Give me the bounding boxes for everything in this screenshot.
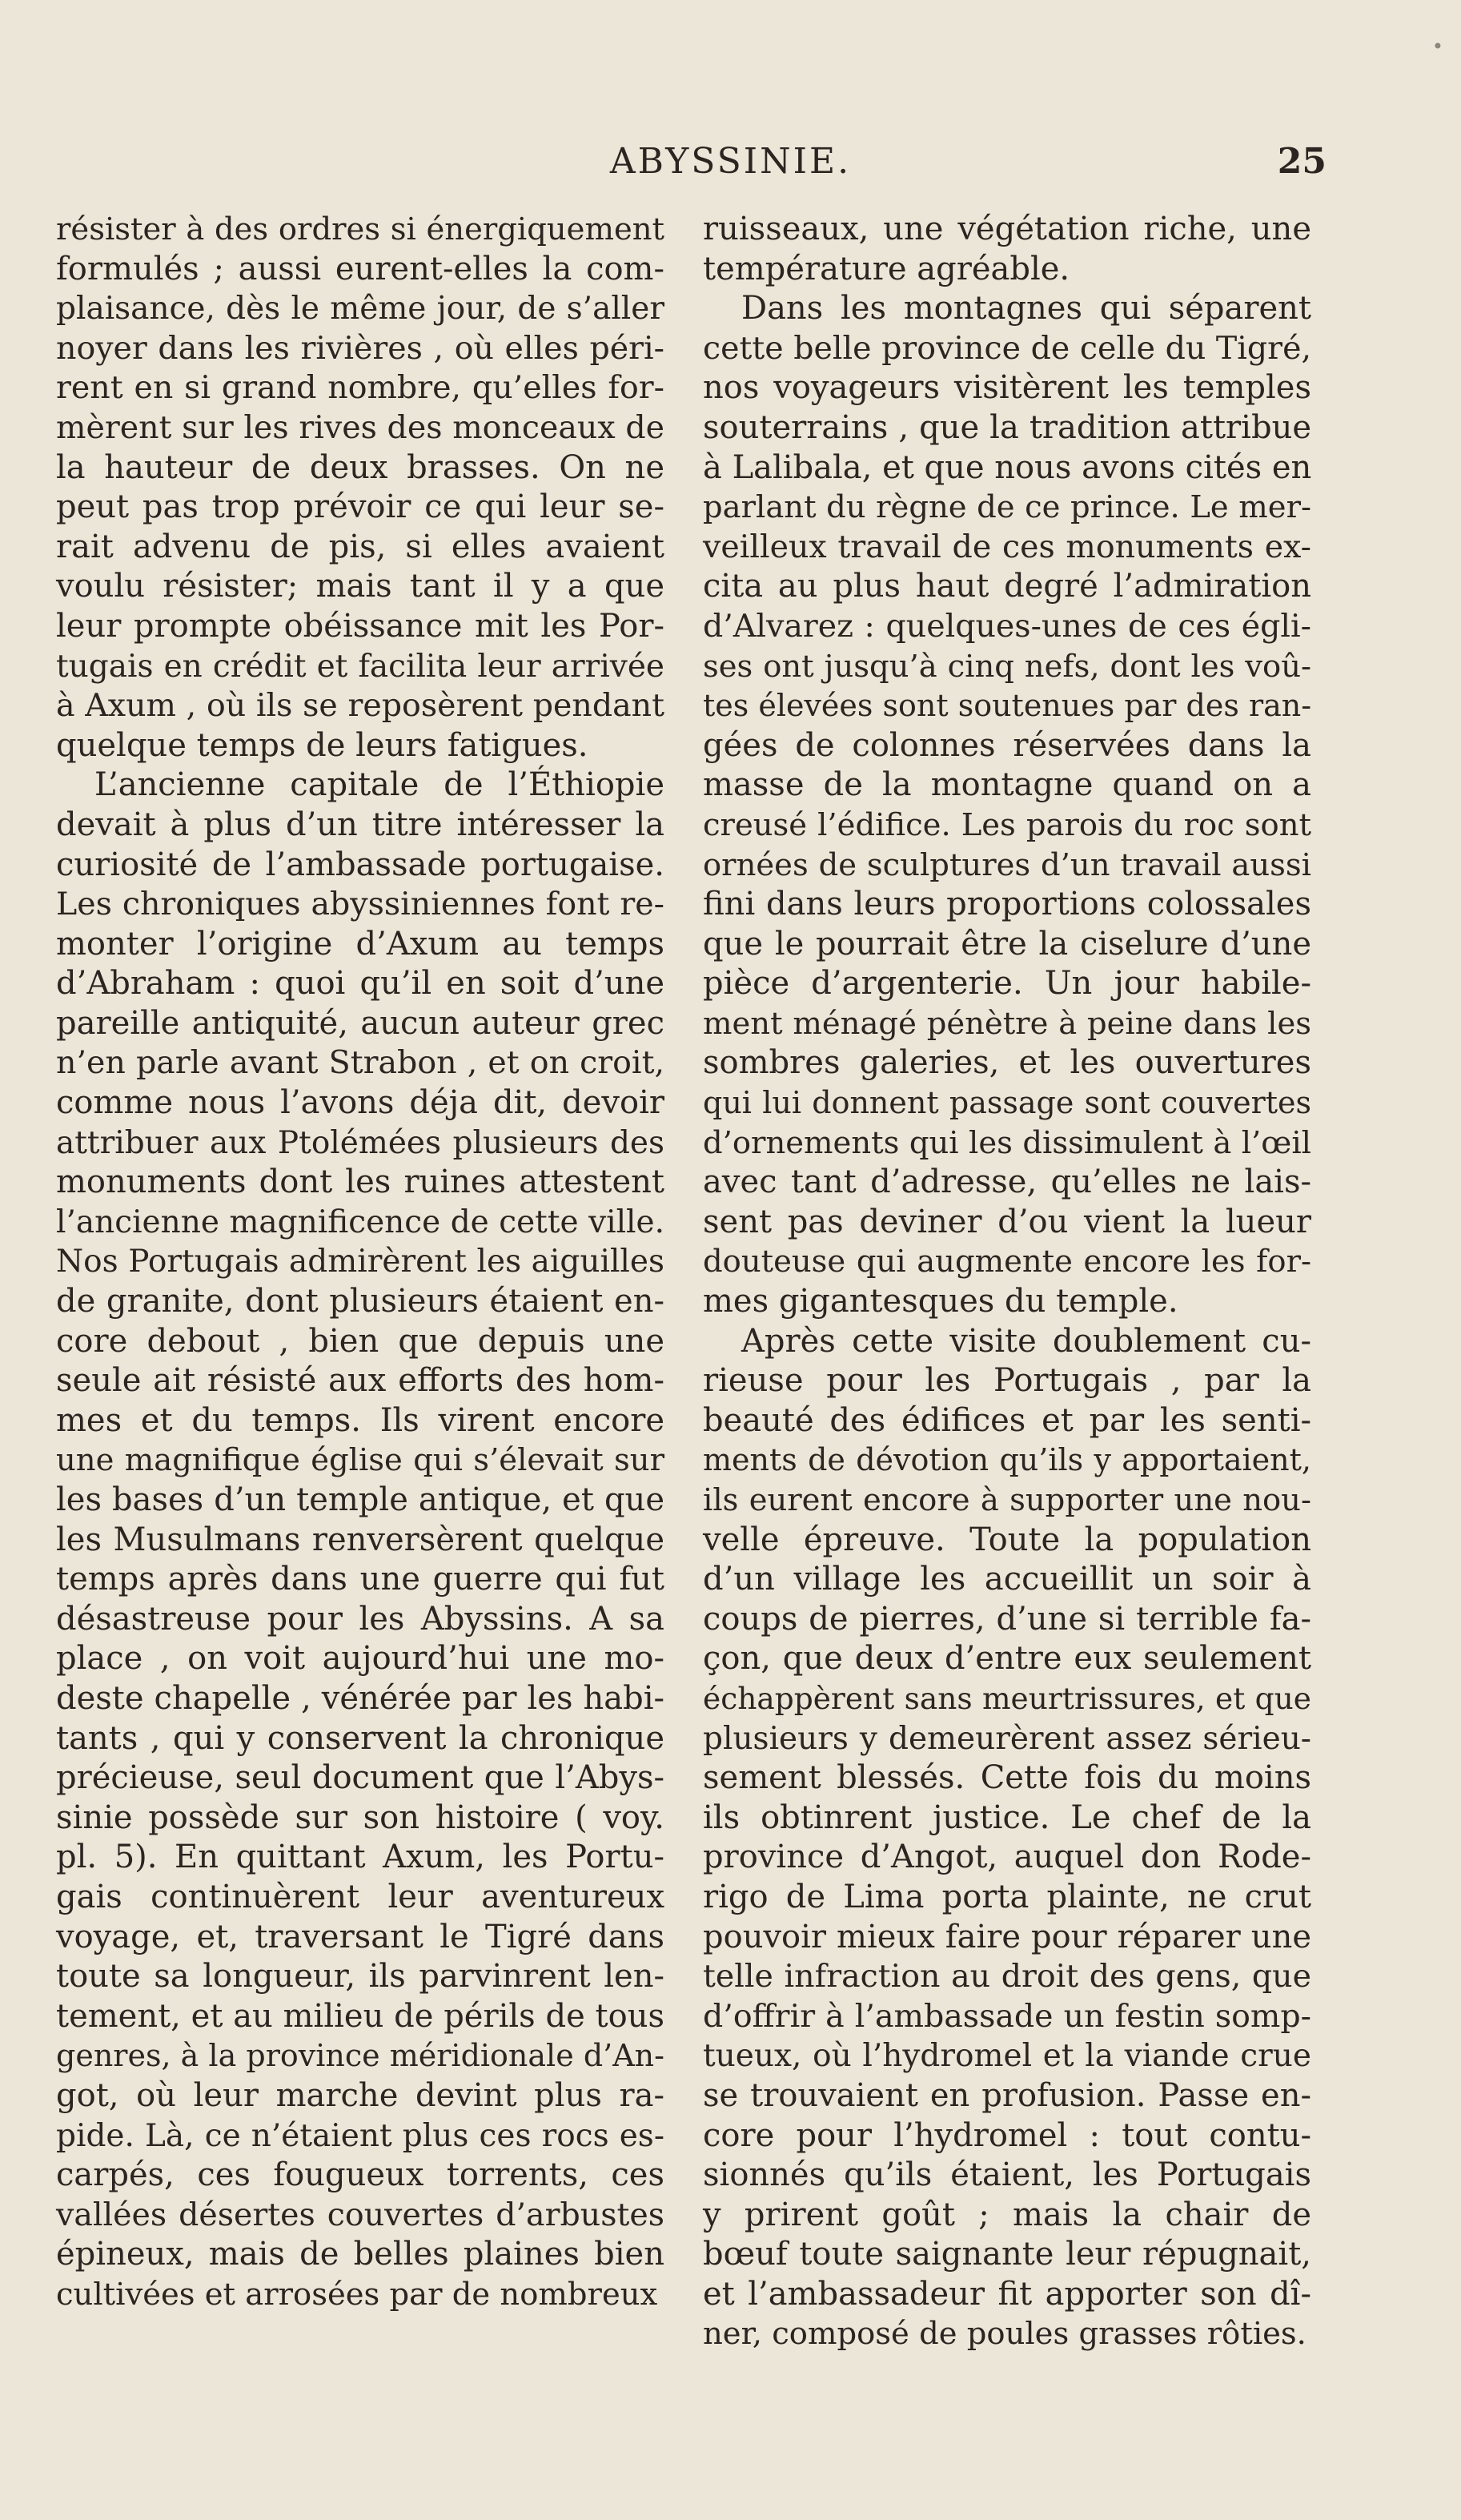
text-line: çon, que deux d’entre eux seulement bbox=[703, 1640, 1311, 1678]
text-line: vallées désertes couvertes d’arbustes bbox=[56, 2196, 664, 2233]
text-line: les bases d’un temple antique, et que bbox=[56, 1481, 664, 1518]
text-line: ornées de sculptures d’un travail aussi bbox=[703, 846, 1311, 883]
text-line: se trouvaient en profusion. Passe en- bbox=[703, 2076, 1311, 2114]
text-line: d’Alvarez : quelques-unes de ces égli- bbox=[703, 607, 1311, 645]
text-line: pouvoir mieux faire pour réparer une bbox=[703, 1918, 1311, 1955]
text-line: ment ménagé pénètre à peine dans les bbox=[703, 1005, 1311, 1042]
text-line: Les chroniques abyssiniennes font re- bbox=[56, 886, 664, 923]
text-line: tueux, où l’hydromel et la viande crue bbox=[703, 2038, 1311, 2075]
text-line: cultivées et arrosées par de nombreux bbox=[56, 2276, 658, 2313]
text-line: gées de colonnes réservées dans la bbox=[703, 726, 1311, 764]
text-line: temps après dans une guerre qui fut bbox=[56, 1561, 664, 1598]
text-line: rieuse pour les Portugais , par la bbox=[703, 1362, 1311, 1400]
text-line: bœuf toute saignante leur répugnait, bbox=[703, 2236, 1311, 2273]
text-line: fini dans leurs proportions colossales bbox=[703, 886, 1311, 923]
text-line: tement, et au milieu de périls de tous bbox=[56, 1997, 664, 2035]
text-line: n’en parle avant Strabon , et on croit, bbox=[56, 1044, 664, 1082]
text-line: douteuse qui augmente encore les for- bbox=[703, 1244, 1311, 1280]
text-line: gais continuèrent leur aventureux bbox=[56, 1878, 664, 1915]
scan-speck: • bbox=[1431, 35, 1443, 58]
text-line: précieuse, seul document que l’Abys- bbox=[56, 1759, 664, 1797]
text-line: deste chapelle , vénérée par les habi- bbox=[56, 1679, 664, 1717]
text-line: beauté des édifices et par les senti- bbox=[703, 1401, 1311, 1439]
text-line: peut pas trop prévoir ce qui leur se- bbox=[56, 488, 664, 526]
text-line: mèrent sur les rives des monceaux de bbox=[56, 408, 664, 446]
text-line: une magnifique église qui s’élevait sur bbox=[56, 1442, 664, 1479]
text-line: velle épreuve. Toute la population bbox=[703, 1521, 1311, 1558]
text-line: échappèrent sans meurtrissures, et que bbox=[703, 1680, 1311, 1716]
text-line: telle infraction au droit des gens, que bbox=[703, 1958, 1311, 1996]
text-line: qui lui donnent passage sont couvertes bbox=[703, 1085, 1311, 1121]
text-line: pl. 5). En quittant Axum, les Portu- bbox=[56, 1839, 664, 1876]
text-line: Nos Portugais admirèrent les aiguilles bbox=[56, 1244, 664, 1280]
text-line: rigo de Lima porta plainte, ne crut bbox=[703, 1878, 1311, 1915]
text-line: creusé l’édifice. Les parois du roc sont bbox=[703, 806, 1311, 843]
text-line: leur prompte obéissance mit les Por- bbox=[56, 607, 664, 645]
text-line: d’ornements qui les dissimulent à l’œil bbox=[703, 1124, 1311, 1161]
text-line: toute sa longueur, ils parvinrent len- bbox=[56, 1958, 664, 1996]
text-line: ils eurent encore à supporter une nou- bbox=[703, 1482, 1311, 1518]
text-line: sombres galeries, et les ouvertures bbox=[703, 1044, 1311, 1082]
text-line: désastreuse pour les Abyssins. A sa bbox=[56, 1600, 664, 1638]
text-line: pareille antiquité, aucun auteur grec bbox=[56, 1004, 664, 1042]
text-line: souterrains , que la tradition attribue bbox=[703, 408, 1311, 446]
text-line: mes et du temps. Ils virent encore bbox=[56, 1401, 664, 1439]
text-line: pièce d’argenterie. Un jour habile- bbox=[703, 965, 1311, 1003]
text-line: nos voyageurs visitèrent les temples bbox=[703, 369, 1311, 407]
text-column-right bbox=[703, 210, 1311, 2354]
text-line: carpés, ces fougueux torrents, ces bbox=[56, 2156, 664, 2194]
text-line: noyer dans les rivières , où elles péri- bbox=[56, 329, 664, 367]
text-line: l’ancienne magnificence de cette ville. bbox=[56, 1204, 664, 1240]
text-line: monter l’origine d’Axum au temps bbox=[56, 925, 664, 963]
text-line: sinie possède sur son histoire ( voy. bbox=[56, 1799, 664, 1836]
text-line: place , on voit aujourd’hui une mo- bbox=[56, 1640, 664, 1678]
text-line: core pour l’hydromel : tout contu- bbox=[703, 2116, 1311, 2154]
text-line: ses ont jusqu’à cinq nefs, dont les voû- bbox=[703, 648, 1311, 685]
text-line: température agréable. bbox=[703, 250, 1070, 287]
text-line: tes élevées sont soutenues par des ran- bbox=[703, 688, 1312, 724]
text-line: voulu résister; mais tant il y a que bbox=[56, 568, 664, 605]
text-line: que le pourrait être la ciselure d’une bbox=[703, 925, 1311, 963]
text-line: formulés ; aussi eurent-elles la com- bbox=[56, 250, 664, 287]
text-line: de granite, dont plusieurs étaient en- bbox=[56, 1283, 664, 1320]
text-line: sent pas deviner d’ou vient la lueur bbox=[703, 1203, 1311, 1240]
text-line: plaisance, dès le même jour, de s’aller bbox=[56, 291, 664, 328]
text-line: cita au plus haut degré l’admiration bbox=[703, 568, 1311, 605]
text-line: et l’ambassadeur fit apporter son dî- bbox=[703, 2275, 1311, 2313]
text-line: got, où leur marche devint plus ra- bbox=[56, 2076, 664, 2114]
text-line: d’offrir à l’ambassade un festin somp- bbox=[703, 1997, 1311, 2035]
text-line: masse de la montagne quand on a bbox=[703, 766, 1311, 804]
text-line: quelque temps de leurs fatigues. bbox=[56, 726, 588, 764]
text-line: sement blessés. Cette fois du moins bbox=[703, 1759, 1311, 1797]
text-line: à Lalibala, et que nous avons cités en bbox=[703, 448, 1312, 486]
text-line: plusieurs y demeurèrent assez sérieu- bbox=[703, 1720, 1311, 1757]
text-line: pide. Là, ce n’étaient plus ces rocs es- bbox=[56, 2117, 664, 2154]
text-line: province d’Angot, auquel don Rode- bbox=[703, 1839, 1311, 1876]
text-line: avec tant d’adresse, qu’elles ne lais- bbox=[703, 1164, 1311, 1201]
text-line: devait à plus d’un titre intéresser la bbox=[56, 806, 664, 843]
text-line: attribuer aux Ptolémées plusieurs des bbox=[56, 1124, 664, 1161]
text-line: tugais en crédit et facilita leur arrivée bbox=[56, 648, 664, 685]
text-line: veilleux travail de ces monuments ex- bbox=[703, 528, 1311, 565]
text-line: mes gigantesques du temple. bbox=[703, 1283, 1178, 1320]
text-line: ruisseaux, une végétation riche, une bbox=[703, 211, 1311, 247]
text-line: les Musulmans renversèrent quelque bbox=[56, 1521, 664, 1558]
page-number: 25 bbox=[1277, 141, 1327, 182]
text-line: d’Abraham : quoi qu’il en soit d’une bbox=[56, 965, 664, 1003]
text-line: core debout , bien que depuis une bbox=[56, 1322, 664, 1360]
text-line: voyage, et, traversant le Tigré dans bbox=[56, 1918, 664, 1955]
text-line: ments de dévotion qu’ils y apportaient, bbox=[703, 1442, 1311, 1478]
text-line: rait advenu de pis, si elles avaient bbox=[56, 528, 664, 565]
text-line: d’un village les accueillit un soir à bbox=[703, 1561, 1311, 1598]
text-line: comme nous l’avons déja dit, devoir bbox=[56, 1084, 664, 1122]
text-line: Après cette visite doublement cu- bbox=[741, 1322, 1311, 1360]
text-column-left bbox=[56, 210, 664, 2314]
text-line: à Axum , où ils se reposèrent pendant bbox=[56, 687, 664, 725]
text-line: ils obtinrent justice. Le chef de la bbox=[703, 1799, 1311, 1836]
text-line: tants , qui y conservent la chronique bbox=[56, 1719, 664, 1757]
text-line: Dans les montagnes qui séparent bbox=[741, 290, 1311, 328]
text-line: rent en si grand nombre, qu’elles for- bbox=[56, 369, 664, 407]
text-line: genres, à la province méridionale d’An- bbox=[56, 2038, 664, 2074]
text-line: sionnés qu’ils étaient, les Portugais bbox=[703, 2156, 1311, 2194]
text-line: y prirent goût ; mais la chair de bbox=[703, 2196, 1311, 2233]
text-line: curiosité de l’ambassade portugaise. bbox=[56, 846, 664, 883]
text-line: résister à des ordres si énergiquement bbox=[56, 211, 664, 247]
text-line: L’ancienne capitale de l’Éthiopie bbox=[94, 766, 664, 804]
text-line: ner, composé de poules grasses rôties. bbox=[703, 2316, 1306, 2353]
running-title: ABYSSINIE. bbox=[609, 141, 852, 182]
text-line: épineux, mais de belles plaines bien bbox=[56, 2236, 664, 2273]
text-line: coups de pierres, d’une si terrible fa- bbox=[703, 1600, 1311, 1638]
text-line: la hauteur de deux brasses. On ne bbox=[56, 448, 664, 486]
text-line: parlant du règne de ce prince. Le mer- bbox=[703, 489, 1311, 526]
text-line: cette belle province de celle du Tigré, bbox=[703, 329, 1311, 367]
text-line: monuments dont les ruines attestent bbox=[56, 1164, 664, 1201]
text-line: seule ait résisté aux efforts des hom- bbox=[56, 1362, 664, 1400]
